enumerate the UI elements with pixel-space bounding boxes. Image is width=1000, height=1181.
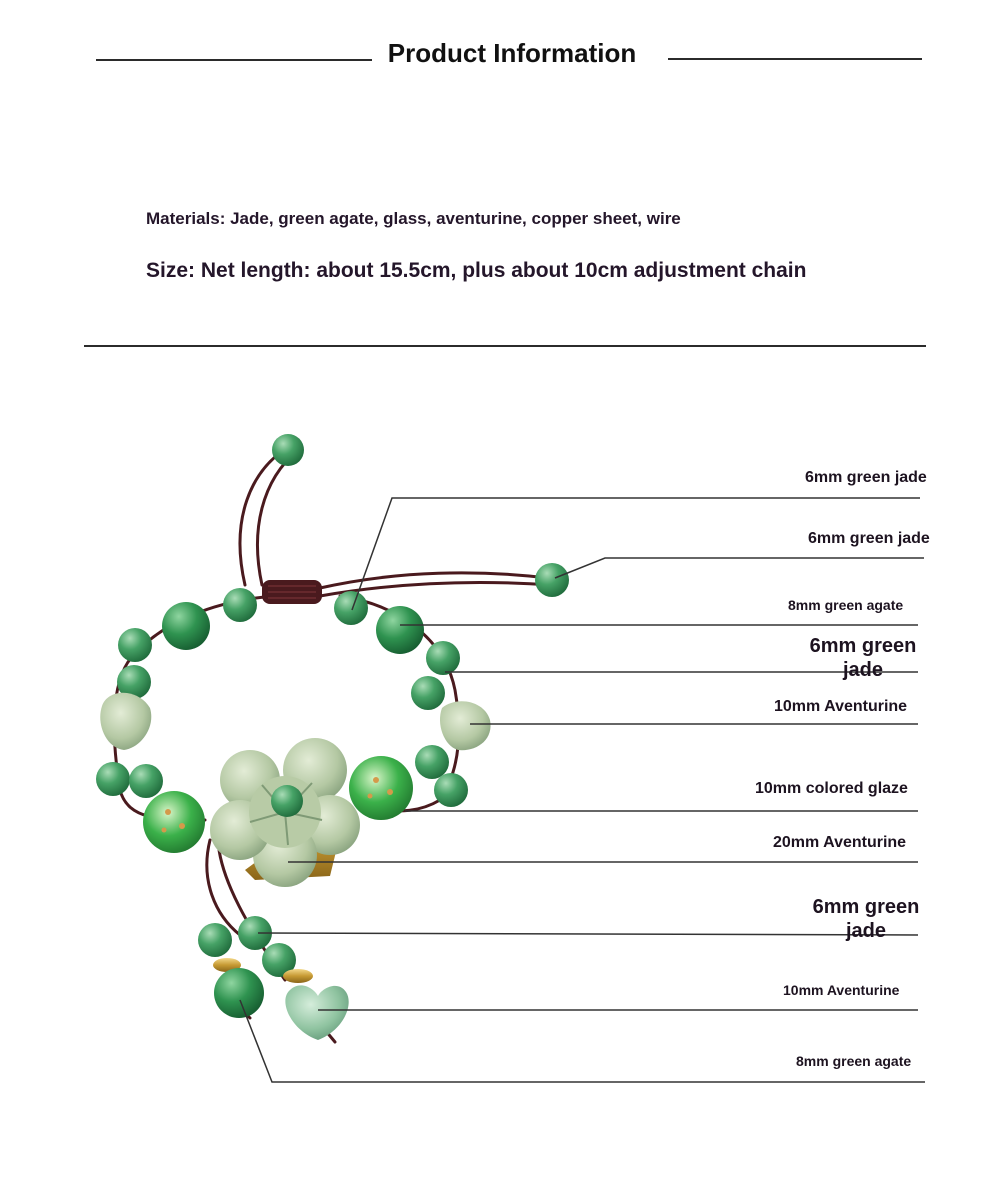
label-6mm-green-jade-3: 6mm green jade — [809, 635, 917, 681]
label-10mm-aventurine-1: 10mm Aventurine — [774, 698, 908, 715]
label-6mm-green-jade-2: 6mm green jade — [808, 530, 930, 547]
label-8mm-green-agate-1: 8mm green agate — [788, 597, 904, 613]
label-10mm-aventurine-2: 10mm Aventurine — [783, 982, 900, 998]
label-10mm-colored-glaze: 10mm colored glaze — [755, 780, 908, 797]
label-8mm-green-agate-2: 8mm green agate — [796, 1053, 912, 1069]
page-title: Product Information — [387, 38, 637, 68]
label-20mm-aventurine: 20mm Aventurine — [773, 834, 907, 851]
bead-right-end — [535, 563, 569, 597]
tail-beads — [198, 916, 349, 1040]
label-6mm-green-jade-1: 6mm green jade — [805, 469, 927, 486]
label-6mm-green-jade-4: 6mm green jade — [812, 896, 920, 942]
size-text: Size: Net length: about 15.5cm, plus about 10cm adjustment chain — [146, 259, 807, 282]
bead-top-end — [272, 434, 304, 466]
bead-ring — [96, 588, 468, 807]
flower-pendant — [210, 738, 360, 887]
materials-text: Materials: Jade, green agate, glass, aventurine, copper sheet, wire — [146, 209, 681, 228]
sliding-knot — [262, 580, 322, 604]
